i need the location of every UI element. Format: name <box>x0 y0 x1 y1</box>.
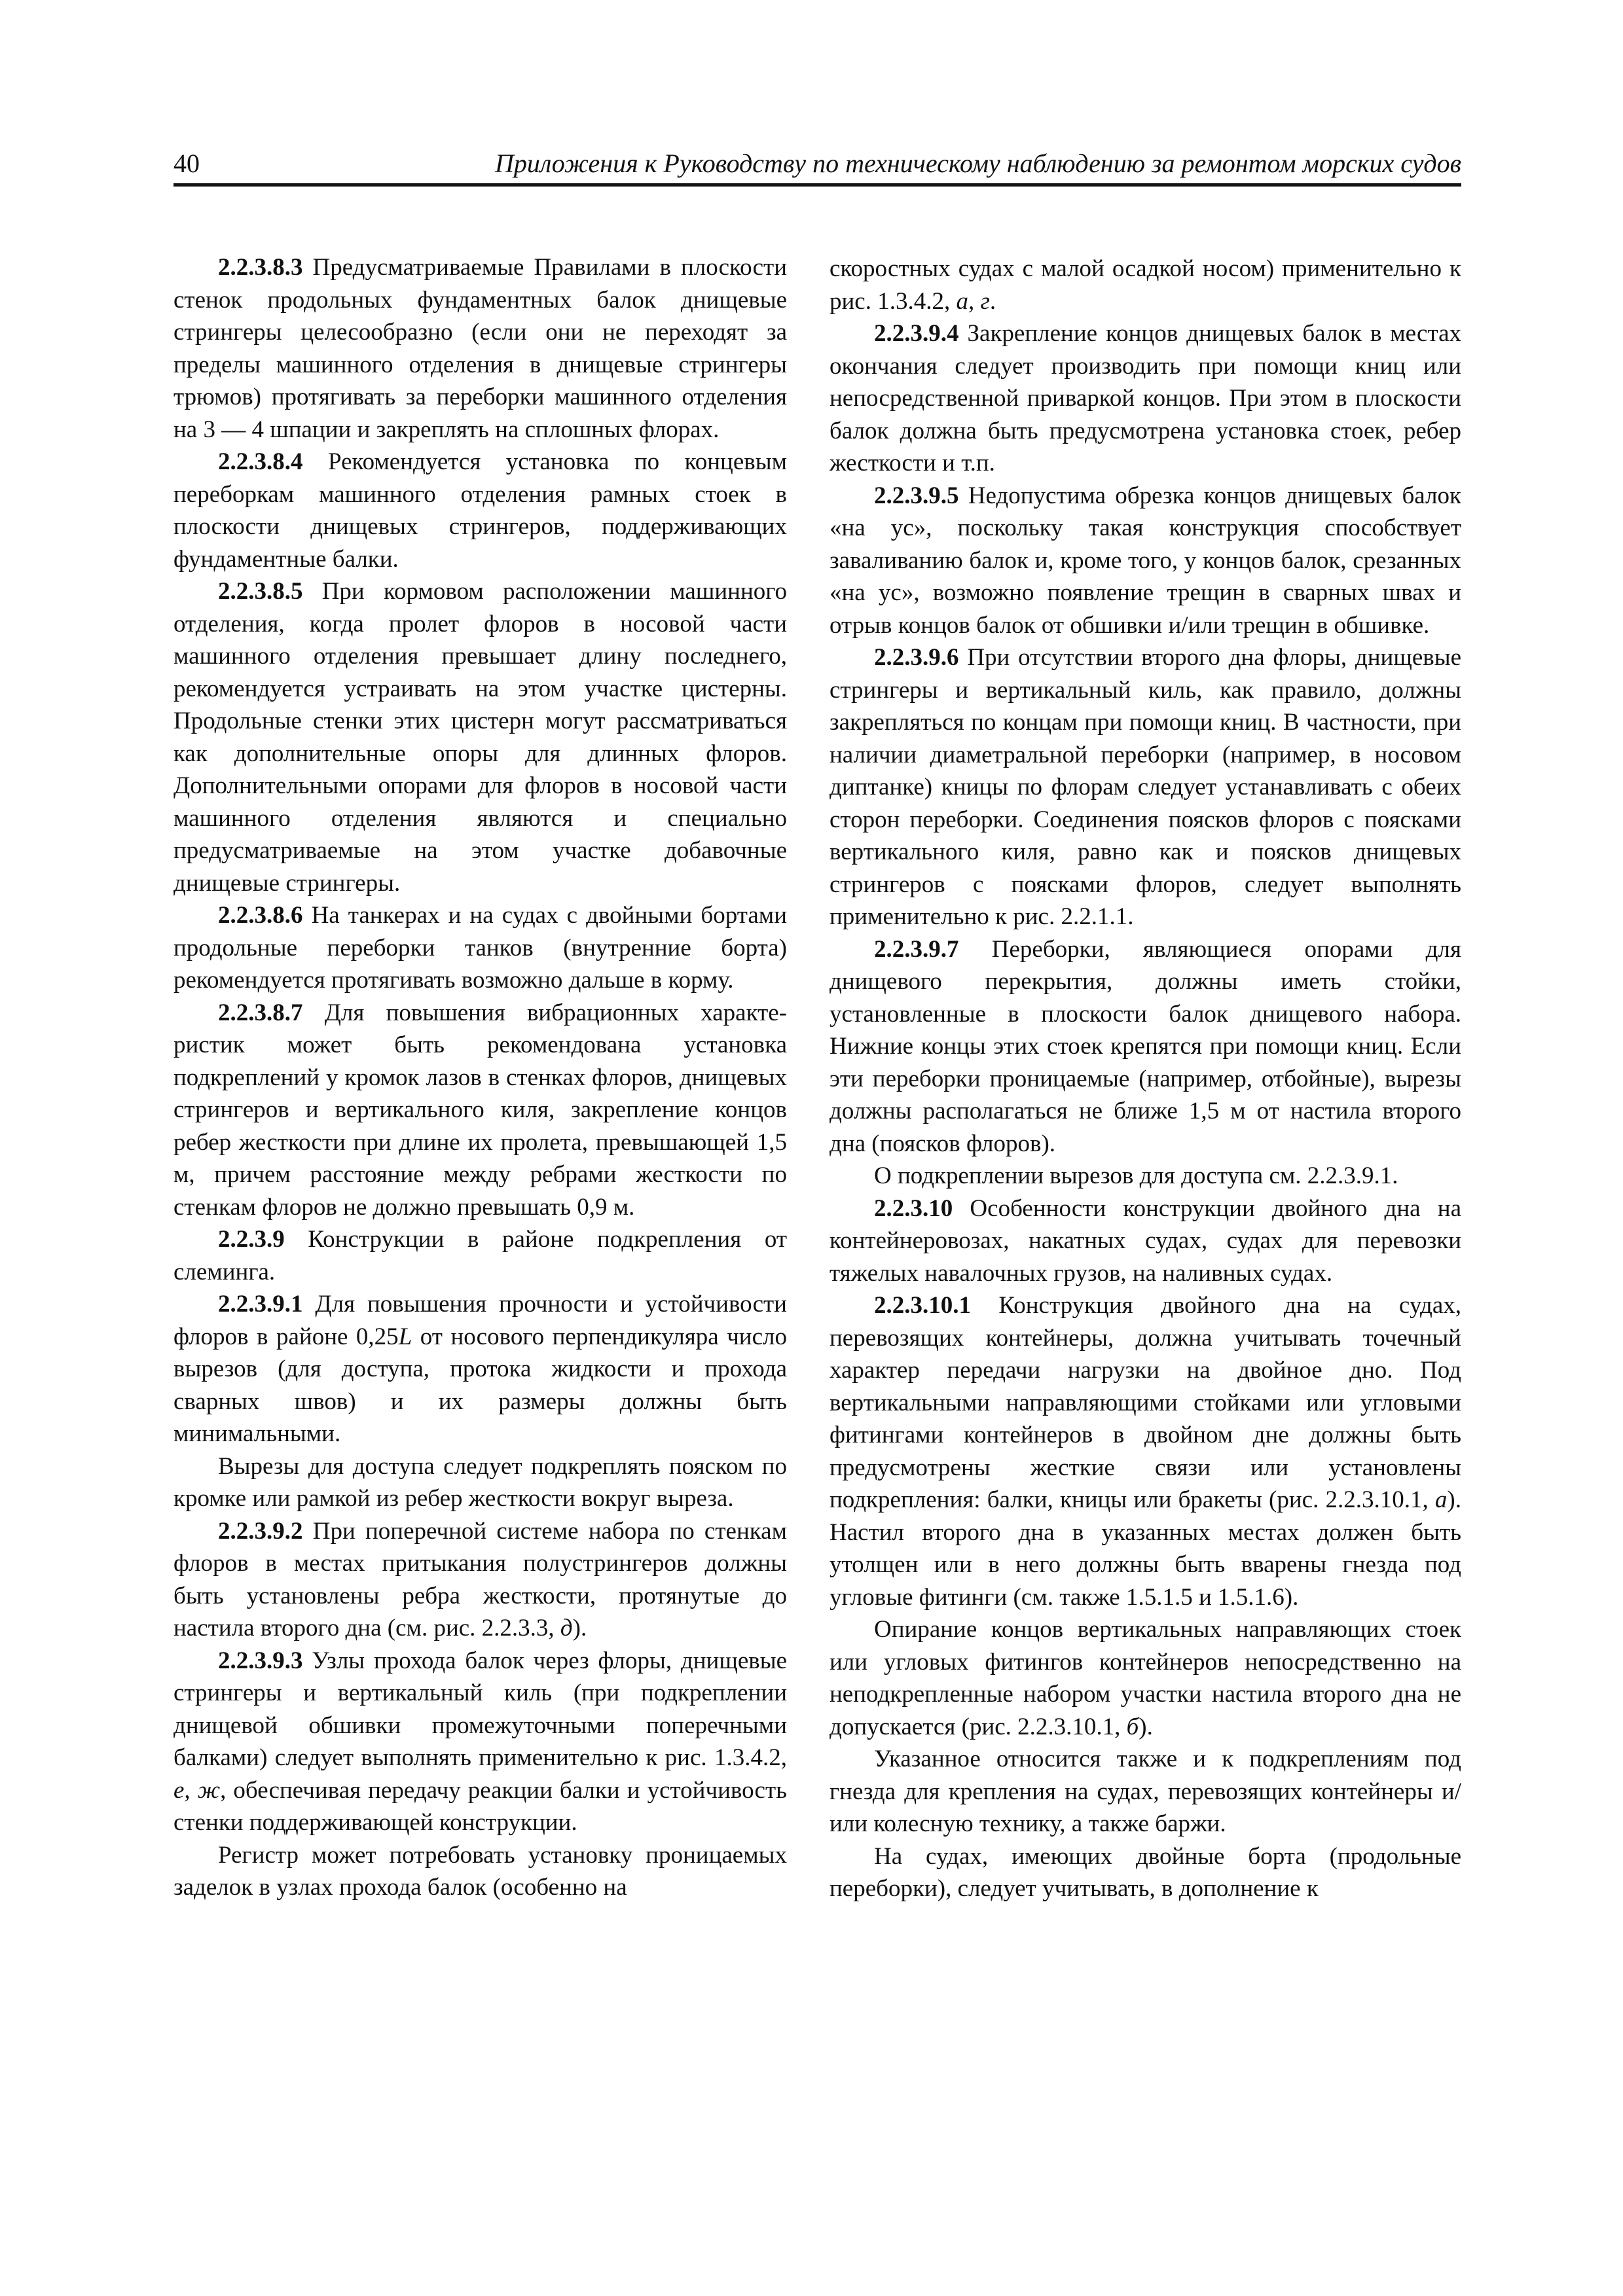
paragraph-text: Переборки, являющиеся опорами для днищевого перекрытия, должны иметь стойки, установленные в плоскости балок днищевого набора. Нижние концы этих стоек крепятся при помощи книц. Если эти переборки проницаемые (например, отбойные), вырезы должны располагаться не ближе 1,5 м от настила второго дна (поясков флоров). <box>830 935 1461 1157</box>
clause-number: 2.2.3.8.4 <box>218 448 303 475</box>
running-title: Приложения к Руководству по техническому наблюдению за ремонтом морских судов <box>494 149 1461 178</box>
paragraph-text: Вырезы для доступа следует подкреплять пояском по кромке или рамкой из ребер жесткости вокруг выреза. <box>173 1452 787 1512</box>
paragraph-text: Опирание концов вертикальных направляющих стоек или угловых фитингов контейнеров непосредственно на неподкрепленные набором участки настила второго дна не допускается (рис. 2.2.3.10.1, <box>830 1616 1461 1740</box>
paragraph-text: Для повышения вибрационных характеристик может быть рекомендована установка подкреплений у кромок лазов в стенках флоров, днищевых стрингеров и вертикального киля, закрепление концов ребер жесткости при длине их пролета, превышающей 1,5 м, причем расстояние между ребрами жесткости по стенкам флоров не должно превышать 0,9 м. <box>173 999 787 1221</box>
paragraph-text: ). <box>1139 1713 1153 1740</box>
clause-number: 2.2.3.9.2 <box>218 1517 303 1545</box>
italic-text: L <box>398 1323 412 1350</box>
italic-text: а <box>1434 1486 1448 1513</box>
paragraph <box>173 1450 787 1515</box>
paragraph <box>173 575 787 899</box>
paragraph <box>830 1160 1461 1193</box>
paragraph <box>173 1223 787 1288</box>
paragraph-text: Особенности конструкции двойного дна на контейнеровозах, накатных судах, судах для перевозки тяжелых навалочных грузов, на наливных судах. <box>830 1194 1461 1287</box>
paragraph <box>173 251 787 446</box>
paragraph <box>830 933 1461 1160</box>
clause-number: 2.2.3.9.3 <box>218 1647 303 1674</box>
italic-text: а, г <box>956 287 990 315</box>
paragraph-text: Для повышения прочности и устойчивости флоров в районе 0,25 <box>173 1291 787 1350</box>
clause-number: 2.2.3.8.3 <box>218 254 303 281</box>
paragraph <box>173 1515 787 1645</box>
clause-number: 2.2.3.9.4 <box>874 320 959 347</box>
italic-text: д <box>560 1615 573 1641</box>
paragraph <box>830 1613 1461 1743</box>
paragraph-text: Предусматриваемые Правилами в плоскости стенок продольных фундаментных балок днищевые стрингеры целесообразно (если они не переходят за пределы машинного отделения в днищевые стрингеры трюмов) протягивать за переборки машинного отделения на 3 — 4 шпации и закреплять на сплошных флорах. <box>173 254 787 443</box>
clause-number: 2.2.3.8.7 <box>218 999 303 1026</box>
paragraph-text: Рекомендуется установка по концевым переборкам машинного отделения рамных стоек в плоскости днищевых стрингеров, поддерживающих фундаментные балки. <box>173 448 787 573</box>
paragraph-text: На судах, имеющих двойные борта (продольные переборки), следует учитывать, в дополнение к <box>830 1842 1461 1902</box>
paragraph <box>173 1645 787 1839</box>
paragraph-text: Указанное относится также и к подкреплениям под гнезда для крепления на судах, перевозящих контейнеры и/или колесную технику, а также баржи. <box>830 1746 1461 1837</box>
paragraph <box>830 1743 1461 1840</box>
paragraph <box>830 253 1461 317</box>
paragraph-text: Закрепление концов днищевых балок в местах окончания следует производить при помощи книц или непосредственной приваркой концов. При этом в плоскости балок должна быть предусмотрена установка стоек, ребер жесткости и т.п. <box>830 320 1461 476</box>
paragraph <box>830 1193 1461 1290</box>
italic-text: б <box>1126 1713 1139 1740</box>
clause-number: 2.2.3.9.5 <box>874 482 959 509</box>
clause-number: 2.2.3.9.7 <box>874 935 959 963</box>
left-column <box>173 251 787 1904</box>
paragraph <box>830 480 1461 642</box>
paragraph-text: Конструкция двойного дна на судах, перевозящих контейнеры, должна учитывать точечный характер передачи нагрузки на двойное дно. Под вертикальными направляющими стойками или угловыми фитингами контейнеров в двойном дне должны быть предусмотрены жесткие связи или установлены подкрепления: балки, кницы или бракеты (рис. 2.2.3.10.1, <box>830 1292 1461 1513</box>
paragraph-text: Недопустима обрезка концов днищевых балок «на ус», поскольку такая конструкция способствует заваливанию балок и, кроме того, у концов балок, срезанных «на ус», возможно появление трещин в сварных швах и отрыв концов балок от обшивки и/или трещин в обшивке. <box>830 482 1461 639</box>
paragraph <box>173 446 787 575</box>
clause-number: 2.2.3.9.1 <box>218 1291 303 1318</box>
running-header <box>173 145 1461 187</box>
italic-text: е, ж <box>173 1776 221 1804</box>
paragraph <box>173 997 787 1224</box>
page-number: 40 <box>173 149 200 178</box>
clause-number: 2.2.3.10.1 <box>874 1292 971 1319</box>
paragraph <box>830 317 1461 480</box>
paragraph-text: скоростных судах с малой осадкой носом) применительно к рис. 1.3.4.2, <box>830 255 1461 315</box>
paragraph-text: ). Настил второго дна в указанных местах должен быть утолщен или в него должны быть вварены гнезда под угловые фитинги (см. также 1.5.1.5 и 1.5.1.6). <box>830 1486 1461 1611</box>
paragraph-text: На танкерах и на судах с двойными бортами продольные переборки танков (внутренние борта) рекомендуется протягивать возможно дальше в корму. <box>173 902 787 994</box>
paragraph-text: Конструкции в районе подкрепления от слеминга. <box>173 1226 787 1285</box>
paragraph-text: Регистр может потребовать установку проницаемых заделок в узлах прохода балок (особенно на <box>173 1841 787 1901</box>
paragraph <box>830 1289 1461 1613</box>
clause-number: 2.2.3.9 <box>218 1226 285 1253</box>
paragraph-text: от носового перпендикуляра число вырезов (для доступа, протока жидкости и прохода сварных швов) и их размеры должны быть минимальными. <box>173 1323 787 1447</box>
clause-number: 2.2.3.8.6 <box>218 902 303 929</box>
paragraph-text: . <box>989 287 996 315</box>
right-column <box>830 253 1461 1905</box>
clause-number: 2.2.3.8.5 <box>218 578 303 605</box>
paragraph <box>173 1288 787 1450</box>
paragraph-text: При отсутствии второго дна флоры, днищевые стрингеры и вертикальный киль, как правило, должны закрепляться по концам при помощи книц. В частности, при наличии диаметральной переборки (например, в носовом диптанке) кницы по флорам следует устанавливать с обеих сторон переборки. Соединения поясков флоров с поясками вертикального киля, равно как и поясков днищевых стрингеров с поясками флоров, следует выполнять применительно к рис. 2.2.1.1. <box>830 644 1461 930</box>
paragraph-text: При поперечной системе набора по стенкам флоров в местах притыкания полустрингеров должны быть установлены ребра жесткости, протянутые до настила второго дна (см. рис. 2.2.3.3, <box>173 1517 787 1641</box>
paragraph <box>830 641 1461 933</box>
paragraph-text: , обеспечивая передачу реакции балки и устойчивость стенки поддерживающей конструкции. <box>173 1776 787 1836</box>
paragraph <box>830 1840 1461 1905</box>
paragraph <box>173 899 787 997</box>
paragraph <box>173 1839 787 1904</box>
paragraph-text: О подкреплении вырезов для доступа см. 2.2.3.9.1. <box>874 1162 1398 1189</box>
clause-number: 2.2.3.10 <box>874 1194 953 1222</box>
paragraph-text: При кормовом расположении машинного отделения, когда пролет флоров в носовой части машинного отделения превышает длину последнего, рекомендуется устраивать на этом участке цистерны. Продольные стенки этих цистерн могут рассматриваться как дополнительные опоры для длинных флоров. Дополнительными опорами для флоров в носовой части машинного отделения являются и специально предусматриваемые на этом участке добавочные днищевые стрингеры. <box>173 578 787 897</box>
paragraph-text: Узлы прохода балок через флоры, днищевые стрингеры и вертикальный киль (при подкреплении днищевой обшивки промежуточными поперечными балками) следует выполнять применительно к рис. 1.3.4.2, <box>173 1647 787 1771</box>
paragraph-text: ). <box>572 1615 587 1641</box>
clause-number: 2.2.3.9.6 <box>874 644 959 671</box>
